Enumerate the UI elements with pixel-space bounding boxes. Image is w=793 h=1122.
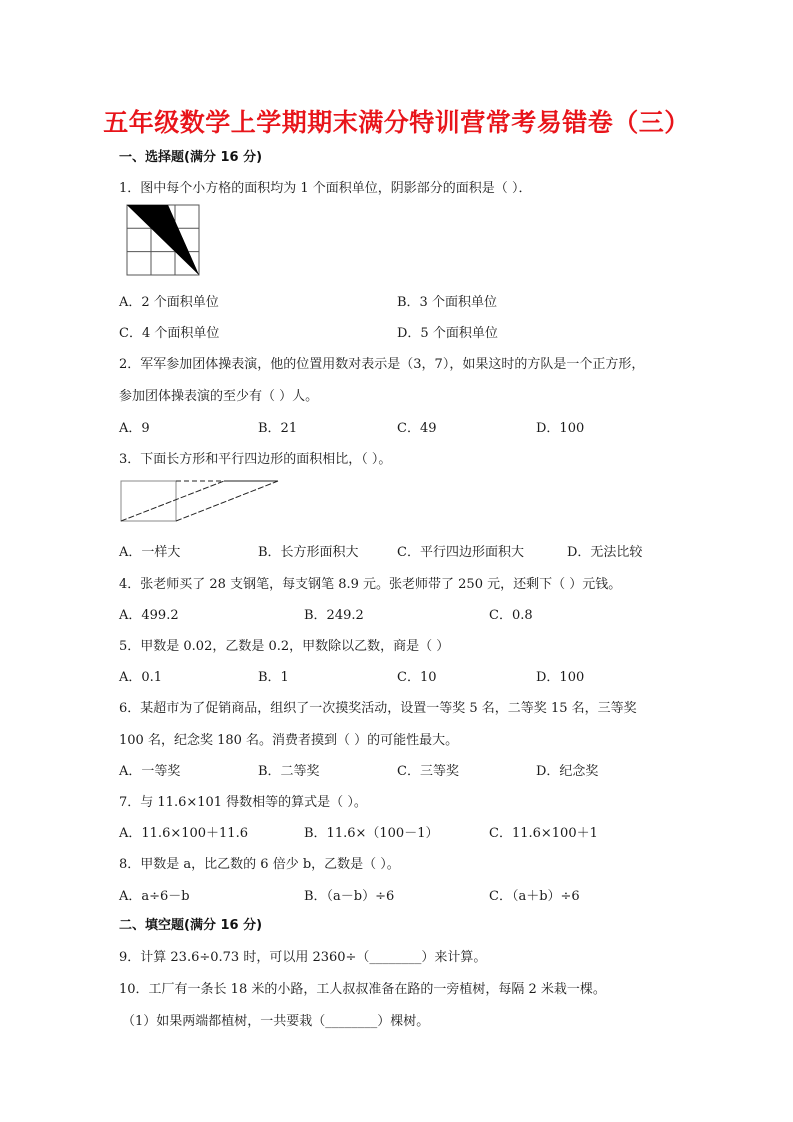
q8-option-a: A．a÷6－b xyxy=(119,889,190,904)
q3-option-c: C．平行四边形面积大 xyxy=(397,545,524,560)
q4-option-b: B．249.2 xyxy=(304,608,364,623)
q3-option-a: A．一样大 xyxy=(119,545,181,560)
question-6-line-1: 6．某超市为了促销商品，组织了一次摸奖活动，设置一等奖 5 名，二等奖 15 名，三等奖 xyxy=(119,701,637,716)
q1-option-a: A．2 个面积单位 xyxy=(119,295,219,310)
question-7-text: 7．与 11.6×101 得数相等的算式是（ ）。 xyxy=(119,795,367,810)
question-10-sub-1: （1）如果两端都植树，一共要栽（________）棵树。 xyxy=(122,1014,430,1029)
question-4-text: 4．张老师买了 28 支钢笔，每支钢笔 8.9 元。张老师带了 250 元，还剩下（ ）元钱。 xyxy=(119,577,622,592)
q7-option-a: A．11.6×100＋11.6 xyxy=(119,826,248,841)
q7-option-b: B．11.6×（100－1） xyxy=(304,826,439,841)
q6-option-d: D．纪念奖 xyxy=(536,764,599,779)
q2-option-b: B．21 xyxy=(258,421,298,436)
question-8-text: 8．甲数是 a，比乙数的 6 倍少 b，乙数是（ ）。 xyxy=(119,857,400,872)
q6-option-c: C．三等奖 xyxy=(397,764,459,779)
q2-option-a: A．9 xyxy=(119,421,150,436)
q1-option-b: B．3 个面积单位 xyxy=(397,295,497,310)
q8-option-b: B．（a－b）÷6 xyxy=(304,889,395,904)
question-9-text: 9．计算 23.6÷0.73 时，可以用 2360÷（________）来计算。 xyxy=(119,950,487,965)
q5-option-a: A．0.1 xyxy=(119,670,163,685)
q8-option-c: C．（a＋b）÷6 xyxy=(489,889,580,904)
question-2-line-2: 参加团体操表演的至少有（ ）人。 xyxy=(119,389,319,404)
q1-option-d: D．5 个面积单位 xyxy=(397,326,498,341)
q7-option-c: C．11.6×100＋1 xyxy=(489,826,598,841)
section-heading-fill-in: 二、填空题(满分 16 分) xyxy=(119,918,263,933)
grid-figure xyxy=(125,203,203,279)
question-10-text: 10．工厂有一条长 18 米的小路，工人叔叔准备在路的一旁植树，每隔 2 米栽一棵。 xyxy=(119,982,606,997)
q6-option-b: B．二等奖 xyxy=(258,764,320,779)
q5-option-d: D．100 xyxy=(536,670,585,685)
q2-option-c: C．49 xyxy=(397,421,437,436)
rectangle-parallelogram-figure xyxy=(118,478,284,526)
q3-option-b: B．长方形面积大 xyxy=(258,545,359,560)
question-3-text: 3．下面长方形和平行四边形的面积相比，（ ）。 xyxy=(119,452,392,467)
question-5-text: 5．甲数是 0.02，乙数是 0.2，甲数除以乙数，商是（ ） xyxy=(119,639,450,654)
q4-option-a: A．499.2 xyxy=(119,608,179,623)
q3-option-d: D．无法比较 xyxy=(567,545,643,560)
q5-option-b: B．1 xyxy=(258,670,289,685)
q2-option-d: D．100 xyxy=(536,421,585,436)
question-2-line-1: 2．军军参加团体操表演，他的位置用数对表示是（3，7），如果这时的方队是一个正方形， xyxy=(119,357,645,372)
question-6-line-2: 100 名，纪念奖 180 名。消费者摸到（ ）的可能性最大。 xyxy=(119,733,459,748)
page-title: 五年级数学上学期期末满分特训营常考易错卷（三） xyxy=(103,108,690,137)
q5-option-c: C．10 xyxy=(397,670,437,685)
section-heading-choice: 一、选择题(满分 16 分) xyxy=(119,150,263,165)
q1-option-c: C．4 个面积单位 xyxy=(119,326,220,341)
q6-option-a: A．一等奖 xyxy=(119,764,181,779)
question-1-text: 1．图中每个小方格的面积均为 1 个面积单位，阴影部分的面积是（ ）． xyxy=(119,181,532,196)
q4-option-c: C．0.8 xyxy=(489,608,533,623)
